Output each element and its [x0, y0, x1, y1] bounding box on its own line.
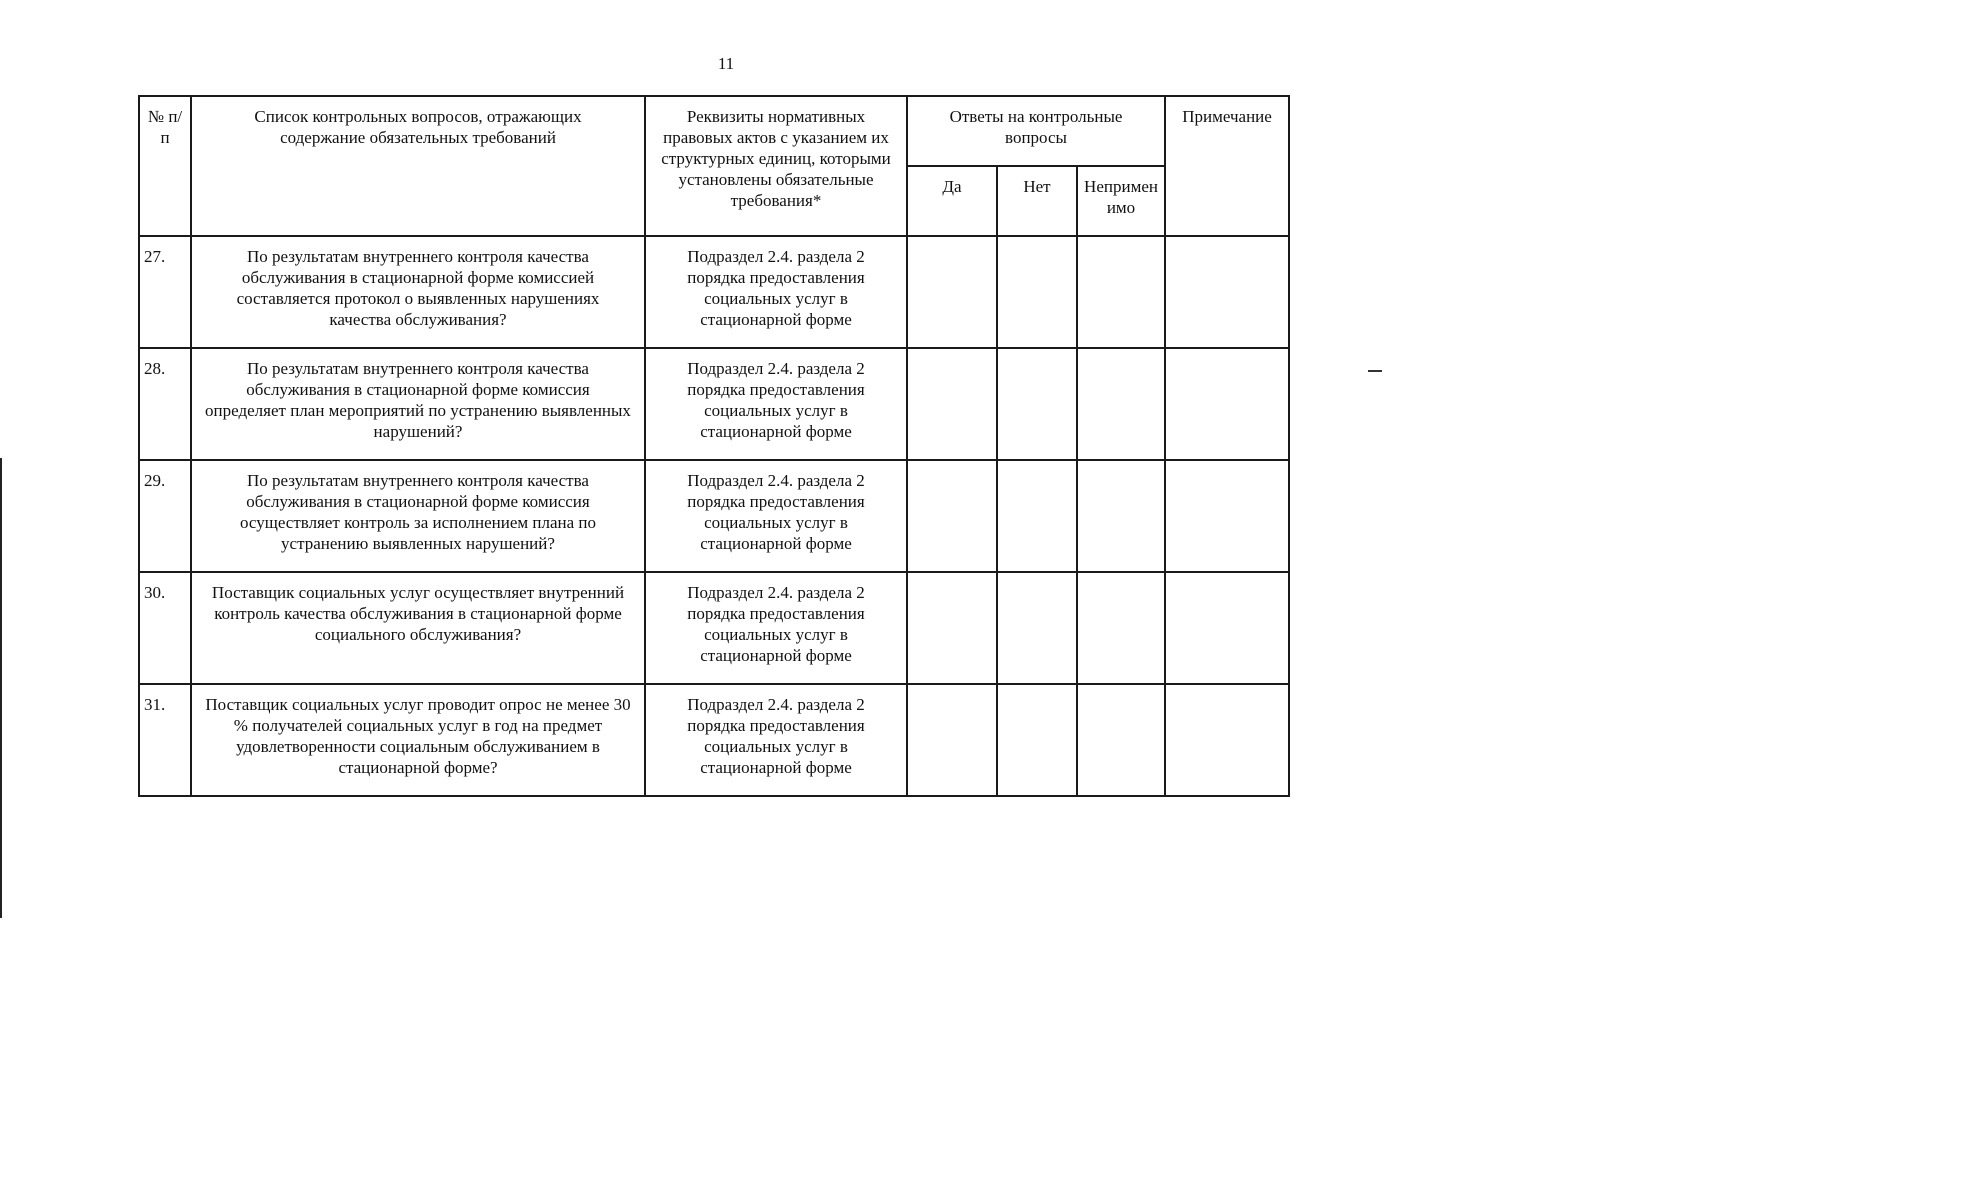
checklist-table — [138, 95, 1290, 797]
header-answers: Ответы на контрольные вопросы — [907, 96, 1165, 166]
note-cell[interactable] — [1165, 684, 1289, 796]
note-cell[interactable] — [1165, 460, 1289, 572]
header-number: № п/п — [139, 96, 191, 236]
table-row — [139, 348, 1289, 460]
row-requisites: Подраздел 2.4. раздела 2 порядка предоставления социальных услуг в стационарной форме — [645, 572, 907, 684]
table-row — [139, 684, 1289, 796]
answer-yes-cell[interactable] — [907, 572, 997, 684]
table-row — [139, 236, 1289, 348]
header-answer-no: Нет — [997, 166, 1077, 236]
answer-yes-cell[interactable] — [907, 460, 997, 572]
note-cell[interactable] — [1165, 236, 1289, 348]
answer-no-cell[interactable] — [997, 460, 1077, 572]
answer-yes-cell[interactable] — [907, 684, 997, 796]
row-requisites: Подраздел 2.4. раздела 2 порядка предоставления социальных услуг в стационарной форме — [645, 460, 907, 572]
row-requisites: Подраздел 2.4. раздела 2 порядка предоставления социальных услуг в стационарной форме — [645, 236, 907, 348]
note-cell[interactable] — [1165, 348, 1289, 460]
margin-dash-mark — [1368, 370, 1382, 372]
answer-na-cell[interactable] — [1077, 460, 1165, 572]
row-question: По результатам внутреннего контроля качества обслуживания в стационарной форме комиссия осуществляет контроль за исполнением плана по устранению выявленных нарушений? — [191, 460, 645, 572]
table-row — [139, 460, 1289, 572]
row-requisites: Подраздел 2.4. раздела 2 порядка предоставления социальных услуг в стационарной форме — [645, 348, 907, 460]
page-number: 11 — [717, 54, 735, 73]
row-number: 31. — [139, 684, 191, 796]
answer-no-cell[interactable] — [997, 348, 1077, 460]
header-answer-na: Неприменимо — [1077, 166, 1165, 236]
answer-no-cell[interactable] — [997, 236, 1077, 348]
row-number: 30. — [139, 572, 191, 684]
row-question: По результатам внутреннего контроля качества обслуживания в стационарной форме комиссия определяет план мероприятий по устранению выявленных нарушений? — [191, 348, 645, 460]
answer-yes-cell[interactable] — [907, 236, 997, 348]
header-questions: Список контрольных вопросов, отражающих содержание обязательных требований — [191, 96, 645, 236]
row-question: Поставщик социальных услуг осуществляет внутренний контроль качества обслуживания в стационарной форме социального обслуживания? — [191, 572, 645, 684]
header-answer-yes: Да — [907, 166, 997, 236]
row-question: Поставщик социальных услуг проводит опрос не менее 30 % получателей социальных услуг в год на предмет удовлетворенности социальным обслуживанием в стационарной форме? — [191, 684, 645, 796]
scan-edge-line — [0, 458, 2, 918]
table-row — [139, 572, 1289, 684]
header-note: Примечание — [1165, 96, 1289, 236]
header-requisites: Реквизиты нормативных правовых актов с указанием их структурных единиц, которыми установлены обязательные требования* — [645, 96, 907, 236]
answer-na-cell[interactable] — [1077, 572, 1165, 684]
row-number: 27. — [139, 236, 191, 348]
answer-na-cell[interactable] — [1077, 684, 1165, 796]
note-cell[interactable] — [1165, 572, 1289, 684]
row-question: По результатам внутреннего контроля качества обслуживания в стационарной форме комиссией составляется протокол о выявленных нарушениях качества обслуживания? — [191, 236, 645, 348]
row-requisites: Подраздел 2.4. раздела 2 порядка предоставления социальных услуг в стационарной форме — [645, 684, 907, 796]
answer-na-cell[interactable] — [1077, 348, 1165, 460]
answer-no-cell[interactable] — [997, 572, 1077, 684]
row-number: 29. — [139, 460, 191, 572]
answer-no-cell[interactable] — [997, 684, 1077, 796]
answer-na-cell[interactable] — [1077, 236, 1165, 348]
row-number: 28. — [139, 348, 191, 460]
answer-yes-cell[interactable] — [907, 348, 997, 460]
